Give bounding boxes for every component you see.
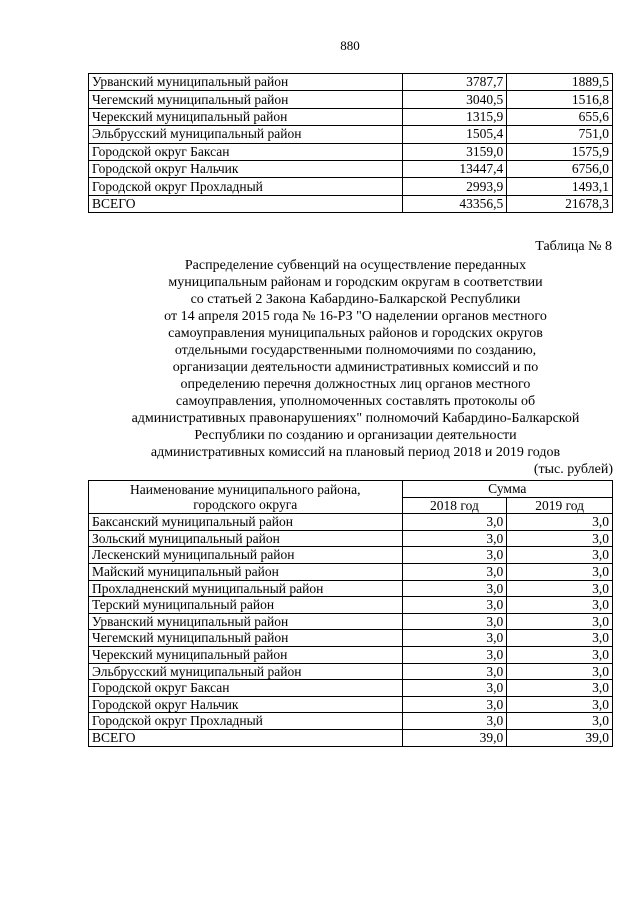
row-value: 3,0: [507, 713, 613, 730]
row-value: 3,0: [507, 597, 613, 614]
row-value: 3,0: [402, 514, 507, 531]
row-value: 3040,5: [402, 91, 507, 108]
table-row: [89, 630, 613, 647]
row-value: 3,0: [402, 713, 507, 730]
row-value: 1315,9: [402, 108, 507, 125]
row-name: Черекский муниципальный район: [89, 108, 403, 125]
row-value: 3,0: [507, 663, 613, 680]
table-row: [89, 126, 613, 143]
title-line: административных комиссий на плановый период 2018 и 2019 годов: [150, 445, 561, 460]
table-row: [89, 663, 613, 680]
row-value: 751,0: [507, 126, 613, 143]
row-value: 3787,7: [402, 74, 507, 91]
row-value: 13447,4: [402, 160, 507, 177]
table-row: [89, 646, 613, 663]
header-2018: 2018 год: [402, 497, 507, 514]
title-line: Республики по созданию и организации деятельности: [194, 428, 517, 443]
row-value: 3,0: [402, 663, 507, 680]
title-line: административных правонарушениях" полномочий Кабардино-Балкарской: [131, 411, 580, 426]
row-name: Городской округ Нальчик: [89, 696, 403, 713]
row-value: 3,0: [402, 680, 507, 697]
row-name: Чегемский муниципальный район: [89, 630, 403, 647]
row-value: 3,0: [507, 646, 613, 663]
title-line: от 14 апреля 2015 года № 16-РЗ "О наделении органов местного: [164, 309, 547, 324]
row-value: 3,0: [402, 597, 507, 614]
table-row: [89, 74, 613, 91]
header-name-line1: Наименование муниципального района,: [130, 481, 361, 497]
row-name: Прохладненский муниципальный район: [89, 580, 403, 597]
row-value: 3,0: [507, 580, 613, 597]
table-row: [89, 160, 613, 177]
row-value: 39,0: [507, 729, 613, 746]
row-name: Баксанский муниципальный район: [89, 514, 403, 531]
header-row: [89, 481, 613, 498]
row-value: 43356,5: [402, 195, 507, 212]
row-value: 3,0: [402, 580, 507, 597]
table-row: [89, 563, 613, 580]
row-name: Эльбрусский муниципальный район: [89, 663, 403, 680]
row-value: 3,0: [507, 696, 613, 713]
header-sum: Сумма: [402, 481, 612, 498]
row-name: Терский муниципальный район: [89, 597, 403, 614]
row-value: 3,0: [507, 514, 613, 531]
row-name: Эльбрусский муниципальный район: [89, 126, 403, 143]
row-name: ВСЕГО: [89, 729, 403, 746]
title-line: Распределение субвенций на осуществление переданных: [184, 258, 527, 273]
row-value: 1493,1: [507, 178, 613, 195]
table-continuation: [88, 73, 613, 213]
row-value: 3,0: [402, 696, 507, 713]
row-value: 1575,9: [507, 143, 613, 160]
row-name: Чегемский муниципальный район: [89, 91, 403, 108]
row-value: 3,0: [507, 563, 613, 580]
row-value: 3,0: [402, 547, 507, 564]
row-value: 3,0: [402, 563, 507, 580]
title-line: муниципальным районам и городским округам в соответствии: [168, 275, 543, 290]
row-value: 1889,5: [507, 74, 613, 91]
row-name: Городской округ Нальчик: [89, 160, 403, 177]
table-row: [89, 514, 613, 531]
table-row: [89, 696, 613, 713]
row-value: 1516,8: [507, 91, 613, 108]
row-value: 3,0: [402, 613, 507, 630]
table-title: [118, 257, 593, 461]
row-name: Городской округ Баксан: [89, 680, 403, 697]
row-value: 3,0: [507, 680, 613, 697]
row-value: 655,6: [507, 108, 613, 125]
row-value: 3,0: [507, 613, 613, 630]
table-row: [89, 729, 613, 746]
row-value: 39,0: [402, 729, 507, 746]
title-line: определению перечня должностных лиц органов местного: [180, 377, 531, 392]
table-row: [89, 91, 613, 108]
table-row: [89, 530, 613, 547]
table-row: [89, 143, 613, 160]
row-name: Городской округ Прохладный: [89, 713, 403, 730]
subvention-table: [88, 480, 613, 747]
table-row: [89, 580, 613, 597]
row-value: 3,0: [507, 547, 613, 564]
table-row: [89, 547, 613, 564]
title-line: самоуправления муниципальных районов и городских округов: [168, 326, 543, 341]
header-name: [89, 481, 403, 514]
header-2019: 2019 год: [507, 497, 613, 514]
row-value: 3,0: [507, 530, 613, 547]
row-name: ВСЕГО: [89, 195, 403, 212]
row-value: 21678,3: [507, 195, 613, 212]
row-value: 3,0: [402, 646, 507, 663]
table-number: Таблица № 8: [535, 239, 612, 254]
title-line: самоуправления, уполномоченных составлять протоколы об: [175, 394, 536, 409]
row-name: Городской округ Баксан: [89, 143, 403, 160]
row-value: 2993,9: [402, 178, 507, 195]
title-line: со статьей 2 Закона Кабардино-Балкарской Республики: [190, 292, 521, 307]
row-name: Урванский муниципальный район: [89, 613, 403, 630]
row-value: 6756,0: [507, 160, 613, 177]
row-name: Майский муниципальный район: [89, 563, 403, 580]
units-label: (тыс. рублей): [533, 462, 613, 477]
row-name: Зольский муниципальный район: [89, 530, 403, 547]
page-number: 880: [340, 38, 360, 53]
row-name: Городской округ Прохладный: [89, 178, 403, 195]
table-row: [89, 108, 613, 125]
row-value: 3,0: [402, 630, 507, 647]
header-name-line2: городского округа: [193, 497, 298, 513]
table-row: [89, 680, 613, 697]
row-name: Лескенский муниципальный район: [89, 547, 403, 564]
table-row: [89, 597, 613, 614]
table-row: [89, 195, 613, 212]
row-value: 1505,4: [402, 126, 507, 143]
title-line: организации деятельности административных комиссий и по: [172, 360, 539, 375]
row-name: Урванский муниципальный район: [89, 74, 403, 91]
table-row: [89, 613, 613, 630]
row-name: Черекский муниципальный район: [89, 646, 403, 663]
title-line: отдельными государственными полномочиями по созданию,: [174, 343, 537, 358]
row-value: 3,0: [507, 630, 613, 647]
table-row: [89, 178, 613, 195]
table-row: [89, 713, 613, 730]
row-value: 3,0: [402, 530, 507, 547]
row-value: 3159,0: [402, 143, 507, 160]
